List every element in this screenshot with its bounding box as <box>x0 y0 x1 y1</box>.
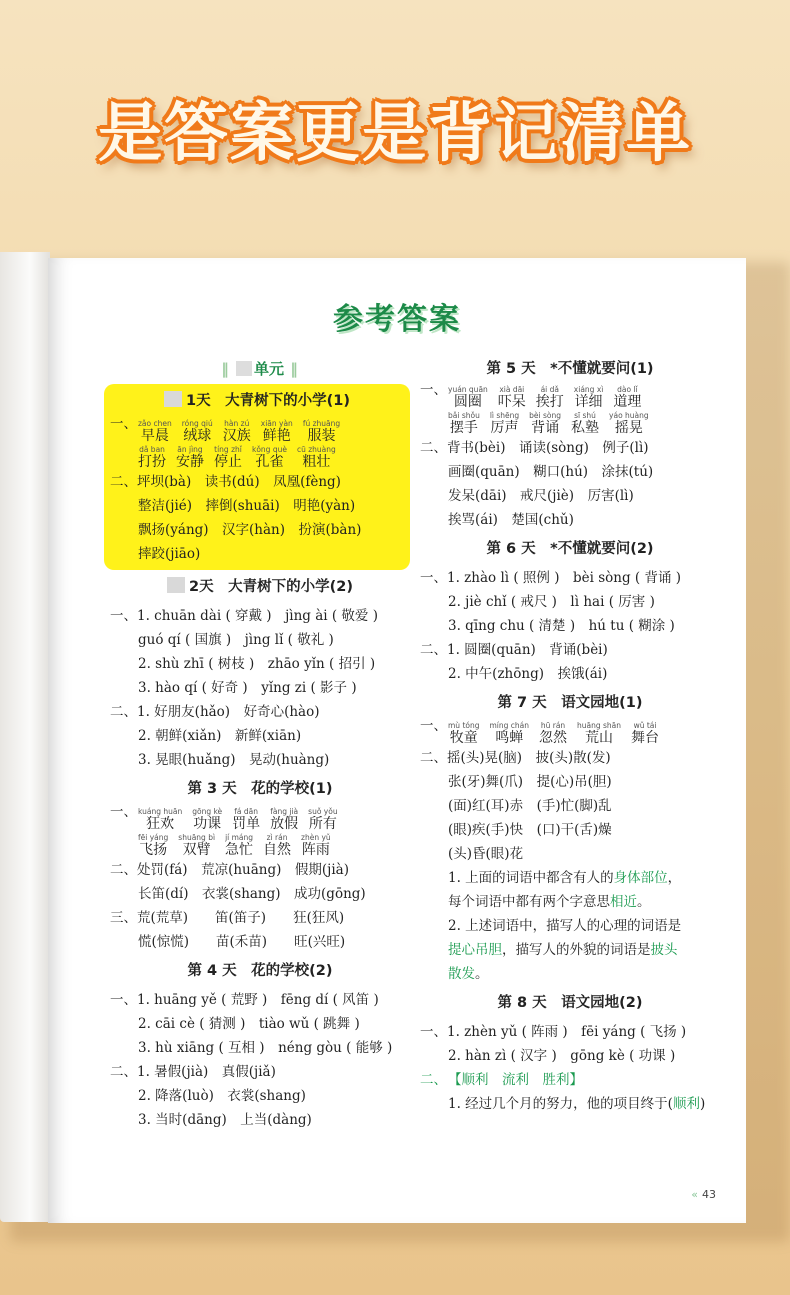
unit-bars-left: ‖ <box>221 360 236 378</box>
day7-note2-line3: 散发。 <box>448 966 489 982</box>
day2-heading <box>110 570 410 604</box>
pinyin-word: shuāng bì 双臂 <box>178 833 216 858</box>
pinyin-word: ái dǎ 挨打 <box>535 385 564 410</box>
day1-highlight-block <box>104 384 410 570</box>
pinyin-word: huāng shān 荒山 <box>577 721 622 746</box>
page-arrows-icon: « <box>691 1188 698 1201</box>
answer-line: 一、1. zhào lì ( 照例 ) bèi sòng ( 背诵 ) <box>420 570 682 586</box>
answer-line: 2. 降落(luò) 衣裳(shang) <box>138 1088 306 1104</box>
day-number-box <box>164 391 182 407</box>
pinyin-word: mù tóng 牧童 <box>448 721 480 746</box>
answer-line: 摔跤(jiāo) <box>138 546 201 562</box>
pinyin-word: zhèn yǔ 阵雨 <box>301 833 331 858</box>
pinyin-word: fú zhuāng 服装 <box>302 419 341 444</box>
answer-line: 二、背书(bèi) 诵读(sòng) 例子(lì) <box>420 440 649 456</box>
pinyin-word: kǒng què 孔雀 <box>252 445 287 470</box>
answer-line: 三、荒(荒草) 笛(笛子) 狂(狂风) <box>110 910 345 926</box>
pinyin-word: fēi yáng 飞扬 <box>138 833 169 858</box>
day2-title: 2天 大青树下的小学(2) <box>189 579 353 595</box>
day1-q1-row2 <box>110 444 404 470</box>
answer-line: (眼)疾(手)快 (口)干(舌)燥 <box>448 822 612 838</box>
pinyin-word: yáo huàng 摇晃 <box>609 411 649 436</box>
answer-line: 一、1. huāng yě ( 荒野 ) fēng dí ( 风笛 ) <box>110 992 379 1008</box>
answer-line: 二、坪坝(bà) 读书(dú) 凤凰(fèng) <box>110 474 341 490</box>
answer-line: 2. jiè chǐ ( 戒尺 ) lì hai ( 厉害 ) <box>448 594 655 610</box>
day7-q1-row1: 一、 mù tóng 牧童 míng chán 鸣蝉 hū rán 忽然 huāng shān 荒山 wǔ tái 舞台 <box>420 718 660 746</box>
answer-line: (面)红(耳)赤 (手)忙(脚)乱 <box>448 798 612 814</box>
day1-title: 1天 大青树下的小学(1) <box>186 393 350 409</box>
answer-line: 二、处罚(fá) 荒凉(huāng) 假期(jià) <box>110 862 349 878</box>
answer-page <box>48 258 746 1223</box>
answer-line: 二、1. 暑假(jià) 真假(jiǎ) <box>110 1064 276 1080</box>
day1-heading <box>110 384 404 418</box>
answer-line: 画圈(quān) 糊口(hú) 涂抹(tú) <box>448 464 654 480</box>
day5-lines <box>420 436 720 532</box>
page-title: 参考答案 <box>333 302 461 337</box>
day2-lines <box>110 604 410 772</box>
day5-q1-row2 <box>420 410 720 436</box>
pinyin-word: cū zhuàng 粗壮 <box>296 445 336 470</box>
day3-heading: 第 3 天 花的学校(1) <box>187 781 333 797</box>
q-number: 一、 <box>110 416 137 432</box>
day8-q2-options: 二、【顺利 流利 胜利】 <box>420 1072 583 1088</box>
pinyin-word: wǔ tái 舞台 <box>631 721 660 746</box>
left-column <box>110 354 410 1132</box>
pinyin-word: zǎo chen 早晨 <box>138 419 172 444</box>
pinyin-word: sī shú 私塾 <box>571 411 600 436</box>
pinyin-word: suǒ yǒu 所有 <box>308 807 338 832</box>
answer-line: 3. 晃眼(huǎng) 晃动(huàng) <box>138 752 330 768</box>
pinyin-word: hū rán 忽然 <box>539 721 568 746</box>
day6-heading: 第 6 天 *不懂就要问(2) <box>486 541 654 557</box>
pinyin-word: tíng zhǐ 停止 <box>214 445 242 470</box>
day7-heading: 第 7 天 语文园地(1) <box>497 695 643 711</box>
page-number: « 43 <box>691 1188 716 1201</box>
pinyin-word: dào lǐ 道理 <box>613 385 642 410</box>
pinyin-word: ān jìng 安静 <box>176 445 204 470</box>
day7-note1-line1: 1. 上面的词语中都含有人的身体部位， <box>448 870 682 886</box>
day7-lines <box>420 746 720 866</box>
day8-heading: 第 8 天 语文园地(2) <box>497 995 643 1011</box>
pinyin-word: yuán quān 圆圈 <box>448 385 488 410</box>
day8-q2-line1: 1. 经过几个月的努力，他的项目终于(顺利) <box>448 1096 706 1112</box>
day7-note1-line2: 每个词语中都有两个字意思相近。 <box>448 894 651 910</box>
day-number-box <box>167 577 185 593</box>
answer-line: guó qí ( 国旗 ) jìng lǐ ( 敬礼 ) <box>138 632 334 648</box>
day5-heading: 第 5 天 *不懂就要问(1) <box>486 361 654 377</box>
day4-lines <box>110 988 410 1132</box>
pinyin-word: jí máng 急忙 <box>225 833 254 858</box>
answer-line: 二、1. 圆圈(quān) 背诵(bèi) <box>420 642 608 658</box>
answer-line: 3. 当时(dāng) 上当(dàng) <box>138 1112 312 1128</box>
answer-line: 3. hào qí ( 好奇 ) yǐng zi ( 影子 ) <box>138 680 357 696</box>
day1-q1-row1 <box>110 418 404 444</box>
right-column <box>420 354 720 1116</box>
answer-line: 二、摇(头)晃(脑) 披(头)散(发) <box>420 750 611 766</box>
pinyin-word: bǎi shǒu 摆手 <box>448 411 480 436</box>
pinyin-word: zì rán 自然 <box>263 833 292 858</box>
answer-line: 2. 中午(zhōng) 挨饿(ái) <box>448 666 608 682</box>
unit-heading <box>110 354 410 384</box>
day7-note2-line1: 2. 上述词语中，描写人的心理的词语是 <box>448 918 682 934</box>
answer-line: 2. cāi cè ( 猜测 ) tiào wǔ ( 跳舞 ) <box>138 1016 360 1032</box>
pinyin-word: xiān yàn 鲜艳 <box>260 419 293 444</box>
pinyin-word: hàn zú 汉族 <box>222 419 251 444</box>
answer-line: 一、1. zhèn yǔ ( 阵雨 ) fēi yáng ( 飞扬 ) <box>420 1024 687 1040</box>
answer-line: 3. qīng chu ( 清楚 ) hú tu ( 糊涂 ) <box>448 618 675 634</box>
unit-number-box <box>236 361 252 376</box>
left-page-edge <box>0 252 50 1222</box>
unit-title: 单元 <box>253 360 284 378</box>
pinyin-word: míng chán 鸣蝉 <box>489 721 530 746</box>
answer-line: 一、1. chuān dài ( 穿戴 ) jìng ài ( 敬爱 ) <box>110 608 378 624</box>
answer-line: 飘扬(yáng) 汉字(hàn) 扮演(bàn) <box>138 522 362 538</box>
day7-note2-line2: 提心吊胆，描写人的外貌的词语是披头 <box>448 942 678 958</box>
answer-line: 挨骂(ái) 楚国(chǔ) <box>448 512 574 528</box>
pinyin-word: bèi sòng 背诵 <box>529 411 562 436</box>
pinyin-word: róng qiú 绒球 <box>181 419 213 444</box>
pinyin-word: dǎ ban 打扮 <box>138 445 166 470</box>
answer-line: 2. hàn zì ( 汉字 ) gōng kè ( 功课 ) <box>448 1048 676 1064</box>
answer-line: 慌(惊慌) 苗(禾苗) 旺(兴旺) <box>138 934 346 950</box>
day8-lines <box>420 1020 720 1068</box>
answer-line: 2. shù zhī ( 树枝 ) zhāo yǐn ( 招引 ) <box>138 656 376 672</box>
unit-bars-right: ‖ <box>284 360 299 378</box>
pinyin-word: fá dān 罚单 <box>232 807 261 832</box>
day4-heading: 第 4 天 花的学校(2) <box>187 963 333 979</box>
pinyin-word: lì shēng 厉声 <box>489 411 520 436</box>
day6-lines <box>420 566 720 686</box>
day5-q1-row1: 一、 yuán quān 圆圈 xià dāi 吓呆 ái dǎ 挨打 xiáng xì 详细 dào lǐ 道理 <box>420 382 642 410</box>
answer-line: (头)昏(眼)花 <box>448 846 524 862</box>
promo-banner-title: 是答案更是背记清单 <box>98 97 692 171</box>
answer-line: 发呆(dāi) 戒尺(jiè) 厉害(lì) <box>448 488 634 504</box>
day3-q1-row1: 一、 kuáng huān 狂欢 gōng kè 功课 fá dān 罚单 fàng jià 放假 suǒ yǒu 所有 <box>110 804 338 832</box>
pinyin-word: gōng kè 功课 <box>192 807 223 832</box>
pinyin-word: kuáng huān 狂欢 <box>138 807 183 832</box>
day3-q1-row2 <box>110 832 410 858</box>
pinyin-word: fàng jià 放假 <box>270 807 299 832</box>
answer-line: 张(牙)舞(爪) 提(心)吊(胆) <box>448 774 612 790</box>
day3-lines <box>110 858 410 954</box>
pinyin-word: xiáng xì 详细 <box>573 385 604 410</box>
day1-q2 <box>110 470 404 566</box>
answer-line: 整洁(jié) 摔倒(shuāi) 明艳(yàn) <box>138 498 356 514</box>
answer-line: 3. hù xiāng ( 互相 ) néng gòu ( 能够 ) <box>138 1040 393 1056</box>
answer-line: 2. 朝鲜(xiǎn) 新鲜(xiān) <box>138 728 302 744</box>
answer-line: 二、1. 好朋友(hǎo) 好奇心(hào) <box>110 704 320 720</box>
pinyin-word: xià dāi 吓呆 <box>497 385 526 410</box>
answer-line: 长笛(dí) 衣裳(shang) 成功(gōng) <box>138 886 366 902</box>
